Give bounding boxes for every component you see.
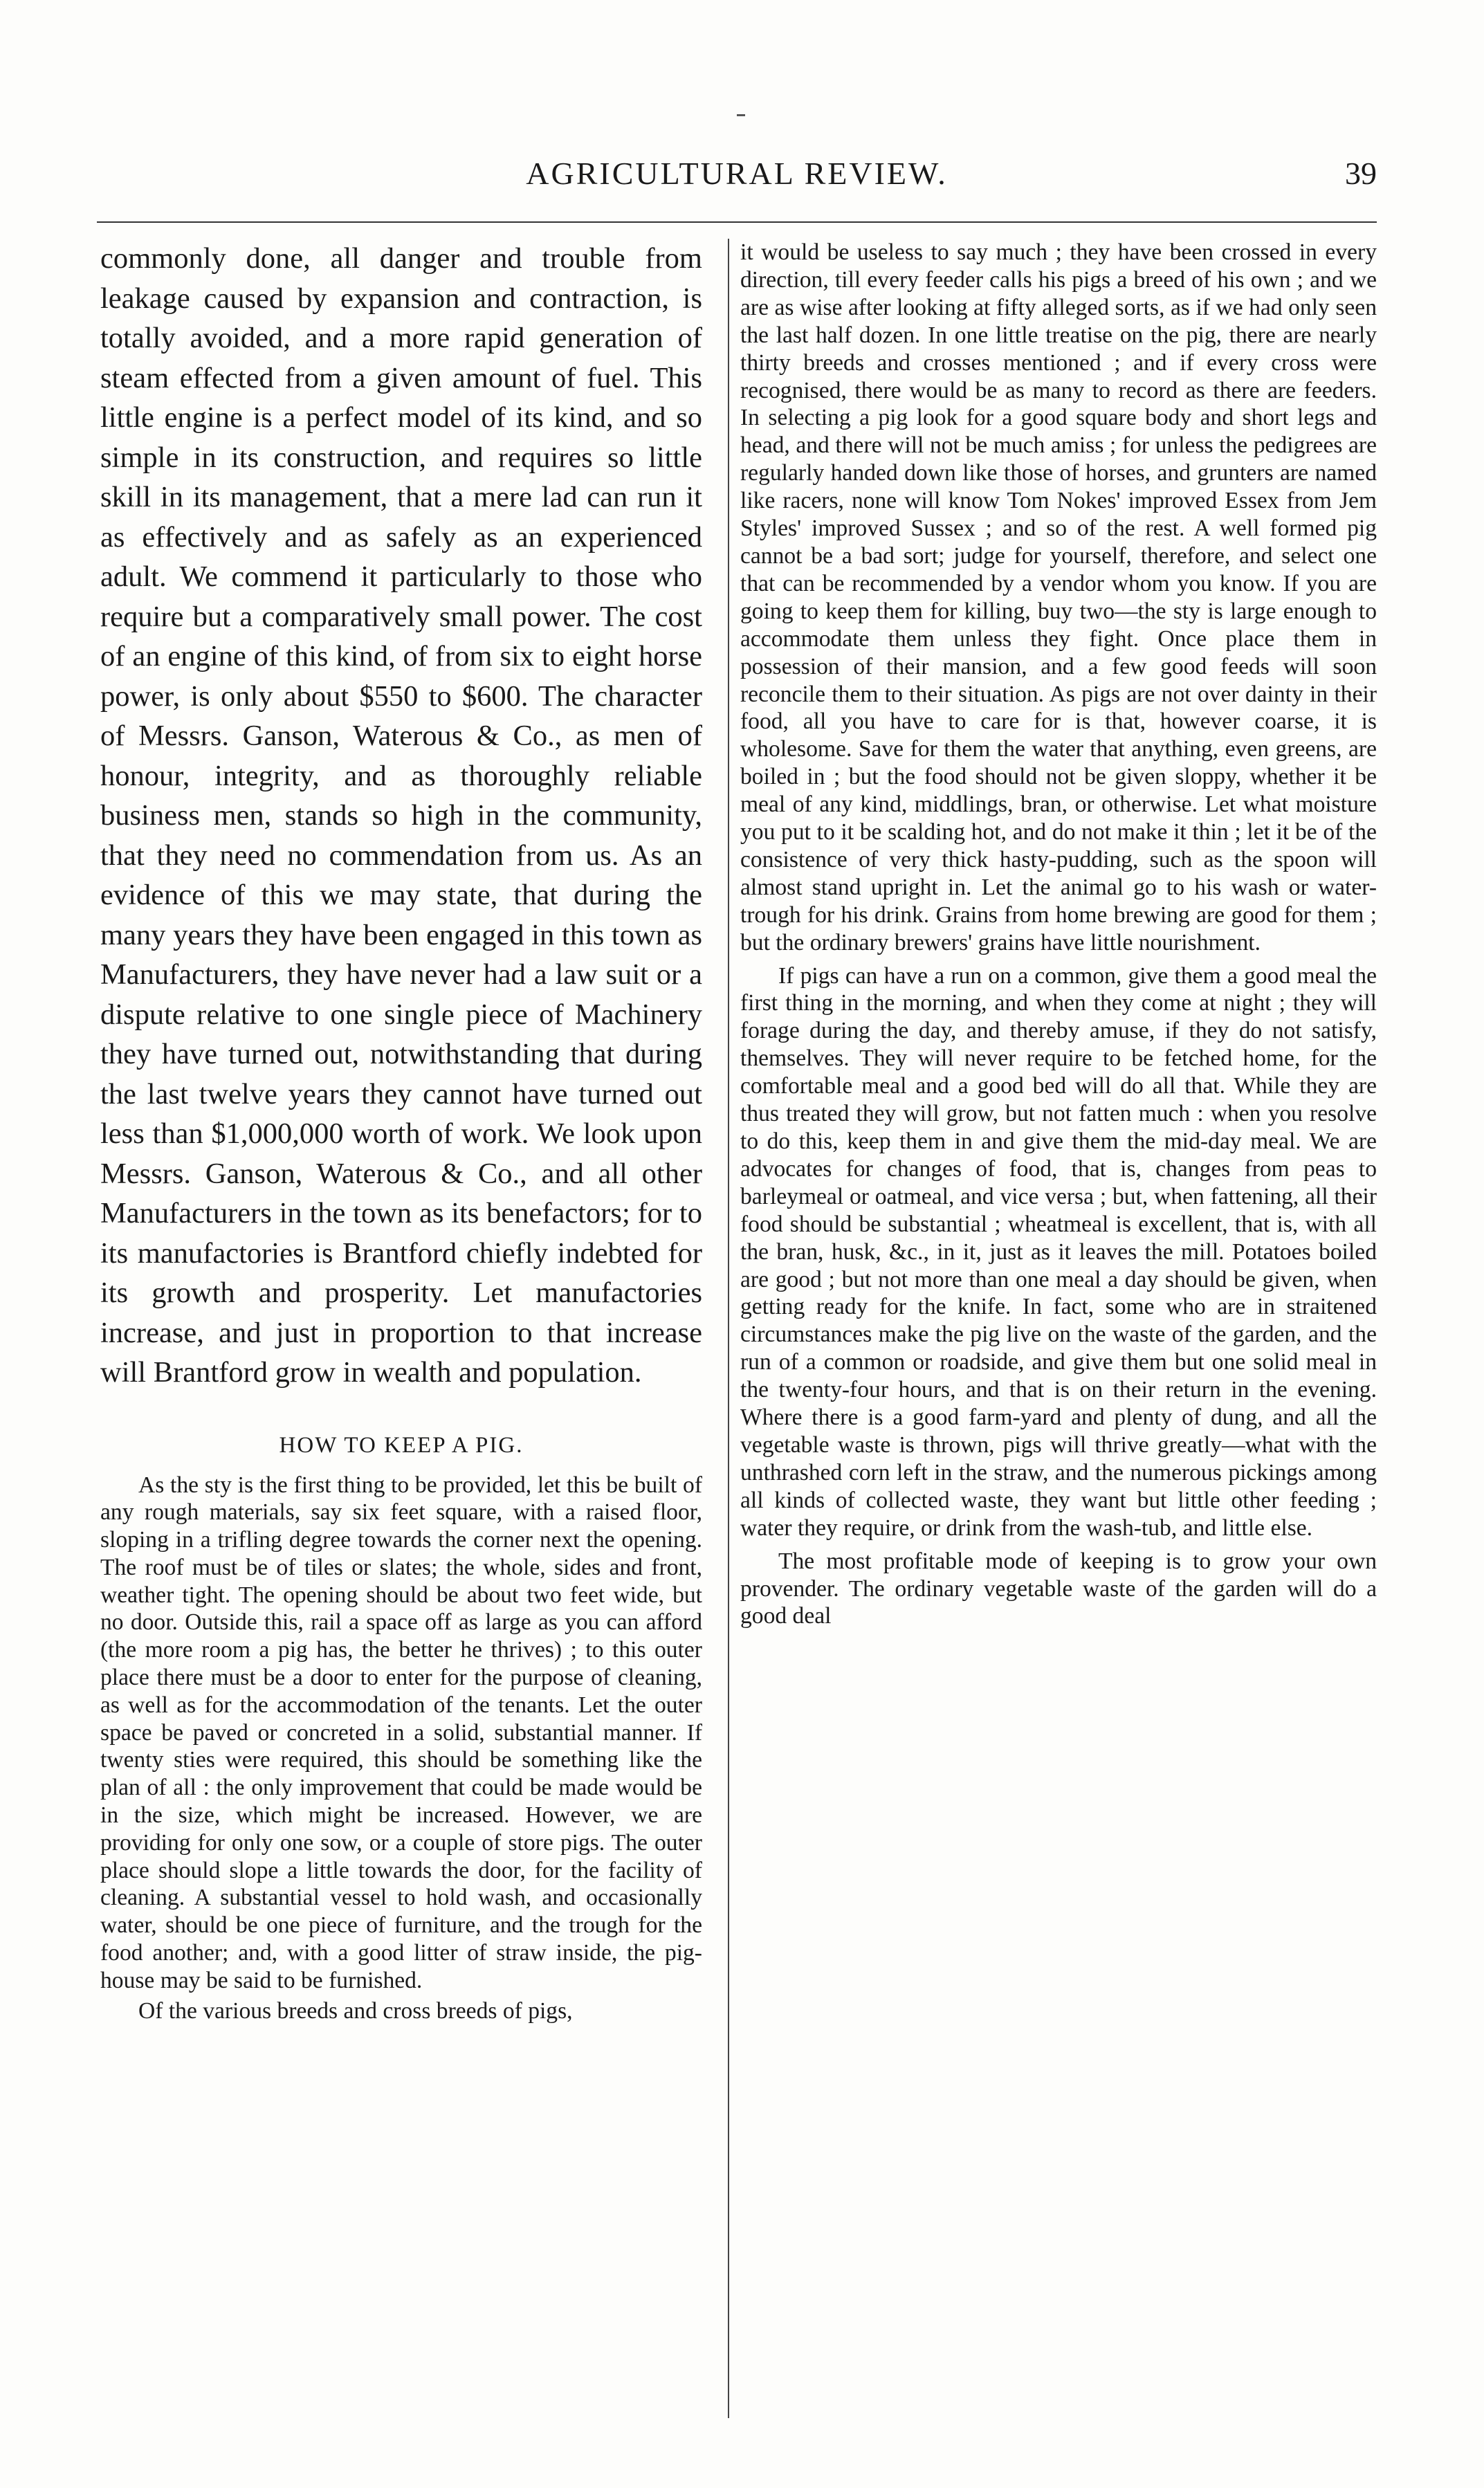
page-mark xyxy=(737,114,745,116)
page-number: 39 xyxy=(1345,156,1377,191)
article-paragraph: Of the various breeds and cross breeds of pigs, xyxy=(138,1997,573,2024)
article-paragraph: it would be useless to say much ; they have been crossed in every direction, till every feeder calls his pigs a breed of his own ; and we are as wise after looking at fifty alleged sorts, as if we had only seen the last half dozen. In one little treatise on the pig, there are nearly thirty breeds and crosses mentioned ; and if every cross were recognised, there would be as many to record as there are feeders. In selecting a pig look for a good square body and short legs and head, and there will not be much amiss ; for unless the pedigrees are regularly handed down like those of horses, and grunters are named like racers, none will know Tom Nokes' improved Essex from Jem Styles' improved Sussex ; and so of the rest. A well formed pig cannot be a bad sort; judge for yourself, therefore, and select one that can be recommended by a vendor whom you know. If you are going to keep them for killing, buy two—the sty is large enough to accommodate them unless they fight. Once place them in possession of their mansion, and a few good feeds will soon reconcile them to their situation. As pigs are not over dainty in their food, all you have to care for is that, however coarse, it is wholesome. Save for them the water that anything, even greens, are boiled in ; but the food should not be given sloppy, whether it be meal of any kind, middlings, bran, or otherwise. Let what moisture you put to it be scalding hot, and do not make it thin ; let it be of the consistence of very thick hasty-pudding, such as the spoon will almost stand upright in. Let the animal go to his wash or water-trough for his drink. Grains from home brewing are good for them ; but the ordinary brewers' grains have little nourishment. xyxy=(740,239,1377,955)
intro-paragraph: commonly done, all danger and trouble from leakage caused by expansion and contraction, is totally avoided, and a more rapid generation of steam effected from a given amount of fuel. This little engine is a perfect model of its kind, and so simple in its construction, and requires so little skill in its management, that a mere lad can run it as effectively and as safely as an experienced adult. We commend it particularly to those who require but a comparatively small power. The cost of an engine of this kind, of from six to eight horse power, is only about $550 to $600. The character of Messrs. Ganson, Waterous & Co., as men of honour, integrity, and as thoroughly reliable business men, stands so high in the community, that they need no commendation from us. As an evidence of this we may state, that during the many years they have been engaged in this town as Manufacturers, they have never had a law suit or a dispute relative to one single piece of Machinery they have turned out, notwithstanding that during the last twelve years they cannot have turned out less than $1,000,000 worth of work. We look upon Messrs. Ganson, Waterous & Co., and all other Manufacturers in the town as its benefactors; for to its manufactories is Brantford chiefly indebted for its growth and prosperity. Let manufactories increase, and just in proportion to that increase will Brantford grow in wealth and population. xyxy=(100,242,702,1389)
article-heading: HOW TO KEEP A PIG. xyxy=(279,1432,524,1458)
column-divider xyxy=(728,239,729,2418)
article-paragraph: The most profitable mode of keeping is to grow your own provender. The ordinary vegetable waste of the garden will do a good deal xyxy=(740,1548,1377,1629)
running-title: AGRICULTURAL REVIEW. xyxy=(526,156,948,191)
left-column xyxy=(100,239,702,2418)
page-header xyxy=(97,158,1377,213)
header-rule xyxy=(97,221,1377,223)
article-paragraph: As the sty is the first thing to be provided, let this be built of any rough materials, say six feet square, with a raised floor, sloping in a trifling degree towards the corner next the opening. The roof must be of tiles or slates; the whole, sides and front, weather tight. The opening should be about two feet wide, but no door. Outside this, rail a space off as large as you can afford (the more room a pig has, the better he thrives) ; to this outer place there must be a door to enter for the purpose of cleaning, as well as for the accommodation of the tenants. Let the outer space be paved or concreted in a solid, substantial manner. If twenty sties were required, this should be something like the plan of all : the only improvement that could be made would be in the size, which might be increased. However, we are providing for only one sow, or a couple of store pigs. The outer place should slope a little towards the door, for the facility of cleaning. A substantial vessel to hold wash, and occasionally water, should be one piece of furniture, and the trough for the food another; and, with a good litter of straw inside, the pig-house may be said to be furnished. xyxy=(100,1472,702,1993)
right-column xyxy=(740,239,1377,2418)
article-paragraph: If pigs can have a run on a common, give them a good meal the first thing in the morning, and when they come at night ; they will forage during the day, and thereby amuse, if they do not satisfy, themselves. They will never require to be fetched home, for the comfortable meal and a good bed will do all that. While they are thus treated they will grow, but not fatten much : when you resolve to do this, keep them in and give them the mid-day meal. We are advocates for changes of food, that is, changes from peas to barleymeal or oatmeal, and vice versa ; but, when fattening, all their food should be substantial ; wheatmeal is excellent, that is, with all the bran, husk, &c., in it, just as it leaves the mill. Potatoes boiled are good ; but not more than one meal a day should be given, when getting ready for the knife. In fact, some who are in straitened circumstances make the pig live on the waste of the garden, and the run of a common or roadside, and give them but one solid meal in the twenty-four hours, and that is on their return in the evening. Where there is a good farm-yard and plenty of dung, and all the vegetable waste is thrown, pigs will thrive greatly—what with the unthrashed corn left in the straw, and the numerous pickings among all kinds of collected waste, they want but little other feeding ; water they require, or drink from the wash-tub, and little else. xyxy=(740,962,1377,1541)
